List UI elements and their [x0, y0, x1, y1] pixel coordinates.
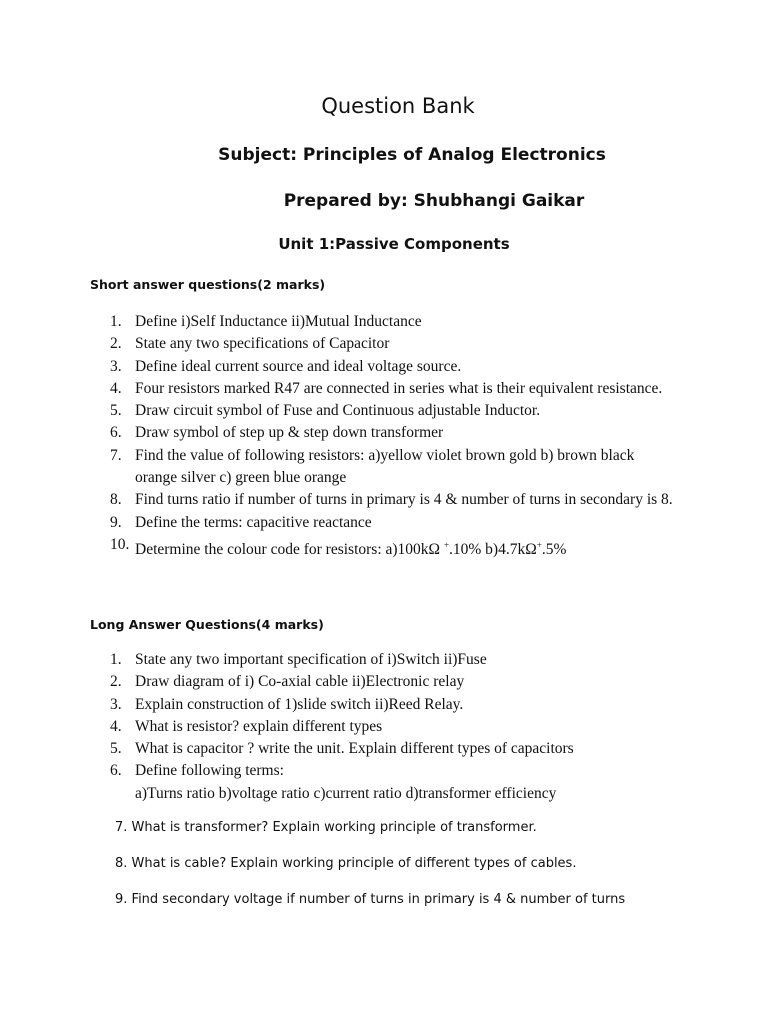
document-subject: Subject: Principles of Analog Electronics [218, 145, 606, 165]
list-item: 2. Draw diagram of i) Co-axial cable ii)Electronic relay [110, 673, 465, 691]
list-item: 3. Define ideal current source and ideal voltage source. [110, 357, 462, 375]
short-answer-heading: Short answer questions(2 marks) [90, 277, 326, 292]
list-item: 1. Define i)Self Inductance ii)Mutual Inductance [110, 313, 422, 330]
document-title: Question Bank [321, 94, 475, 118]
list-item: 4. What is resistor? explain different types [110, 717, 383, 735]
list-item: 3. Explain construction of 1)slide switch ii)Reed Relay. [110, 695, 464, 713]
list-item: 2. State any two specifications of Capacitor [110, 335, 390, 353]
long-answer-question-8: 8. What is cable? Explain working principle of different types of cables. [115, 856, 577, 871]
short-answer-list [0, 311, 675, 561]
unit-heading: Unit 1:Passive Components [278, 235, 510, 253]
long-answer-question-9: 9. Find secondary voltage if number of turns in primary is 4 & number of turns [115, 892, 626, 907]
list-item: 6. Define following terms: a)Turns ratio b)voltage ratio c)current ratio d)transformer efficiency [110, 762, 557, 802]
list-item: 9. Define the terms: capacitive reactance [110, 513, 372, 531]
long-answer-list [0, 649, 675, 805]
list-item: 1. State any two important specification of i)Switch ii)Fuse [110, 651, 487, 668]
long-answer-heading: Long Answer Questions(4 marks) [90, 617, 324, 632]
list-item: 6. Draw symbol of step up & step down transformer [110, 424, 444, 442]
list-item: 10. Determine the colour code for resistors: a)100kΩ +.10% b)4.7kΩ+.5% [110, 535, 567, 559]
list-item: 4. Four resistors marked R47 are connected in series what is their equivalent resistance. [110, 379, 663, 397]
list-item: 5. What is capacitor ? write the unit. Explain different types of capacitors [110, 740, 574, 758]
list-item: 8. Find turns ratio if number of turns in primary is 4 & number of turns in secondary is 8. [110, 491, 673, 509]
document-author: Prepared by: Shubhangi Gaikar [283, 191, 585, 211]
list-item: 7. Find the value of following resistors: a)yellow violet brown gold b) brown black orange silver c) green blue orange [110, 446, 635, 487]
list-item: 5. Draw circuit symbol of Fuse and Continuous adjustable Inductor. [110, 402, 541, 420]
long-answer-question-7: 7. What is transformer? Explain working principle of transformer. [115, 820, 537, 835]
